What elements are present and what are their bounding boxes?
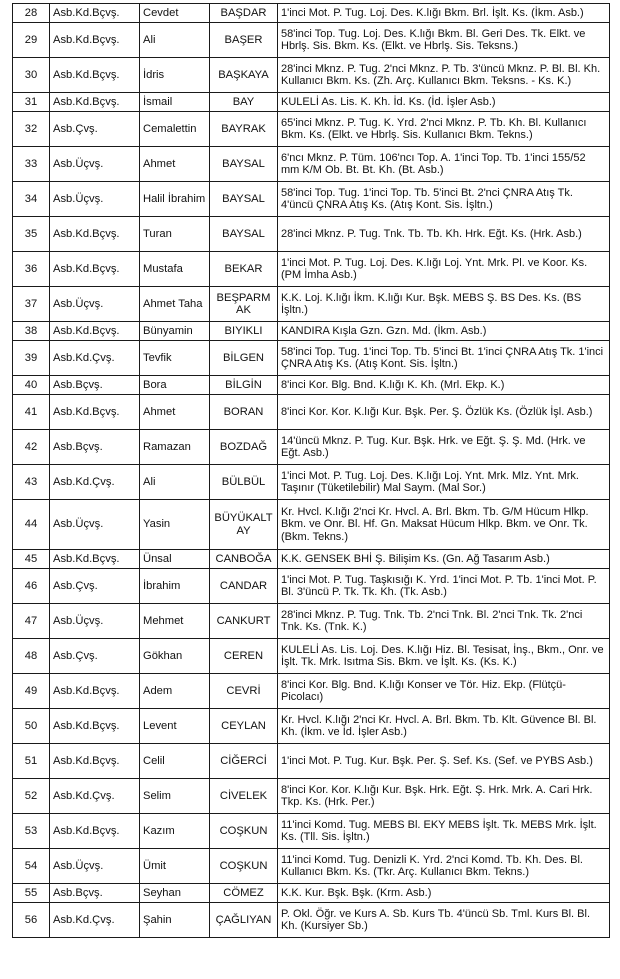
row-number: 35 bbox=[13, 217, 50, 252]
surname-cell: CEVRİ bbox=[210, 674, 278, 709]
row-number: 38 bbox=[13, 322, 50, 341]
surname-cell: CEYLAN bbox=[210, 709, 278, 744]
rank-cell: Asb.Kd.Bçvş. bbox=[50, 709, 140, 744]
row-number: 42 bbox=[13, 430, 50, 465]
table-row bbox=[13, 639, 610, 674]
surname-cell: BEKAR bbox=[210, 252, 278, 287]
row-number: 30 bbox=[13, 58, 50, 93]
first-name-cell: İbrahim bbox=[140, 569, 210, 604]
table-row bbox=[13, 112, 610, 147]
row-number: 56 bbox=[13, 903, 50, 938]
rank-cell: Asb.Kd.Bçvş. bbox=[50, 744, 140, 779]
surname-cell: COŞKUN bbox=[210, 814, 278, 849]
surname-cell: BIYIKLI bbox=[210, 322, 278, 341]
table-row bbox=[13, 550, 610, 569]
rank-cell: Asb.Bçvş. bbox=[50, 376, 140, 395]
first-name-cell: Halil İbrahim bbox=[140, 182, 210, 217]
unit-cell: KULELİ As. Lis. K. Kh. İd. Ks. (İd. İşler Asb.) bbox=[278, 93, 610, 112]
unit-cell: 58'inci Top. Tug. 1'inci Top. Tb. 5'inci Bt. 1'inci ÇNRA Atış Tk. 1'inci ÇNRA Atış Ks. (Atış Kont. Sis. İşltn.) bbox=[278, 341, 610, 376]
unit-cell: 1'inci Mot. P. Tug. Taşkısığı K. Yrd. 1'inci Mot. P. Tb. 1'inci Mot. P. Bl. 3'üncü P. Tk. Tk. Kh. (Tk. Asb.) bbox=[278, 569, 610, 604]
first-name-cell: Ünsal bbox=[140, 550, 210, 569]
table-row bbox=[13, 674, 610, 709]
table-row bbox=[13, 569, 610, 604]
unit-cell: 8'inci Kor. Blg. Bnd. K.lığı Konser ve Tör. Hiz. Ekp. (Flütçü-Picolacı) bbox=[278, 674, 610, 709]
rank-cell: Asb.Kd.Çvş. bbox=[50, 465, 140, 500]
first-name-cell: Celil bbox=[140, 744, 210, 779]
row-number: 55 bbox=[13, 884, 50, 903]
rank-cell: Asb.Çvş. bbox=[50, 569, 140, 604]
table-row bbox=[13, 217, 610, 252]
surname-cell: CİĞERCİ bbox=[210, 744, 278, 779]
surname-cell: BAYSAL bbox=[210, 147, 278, 182]
unit-cell: Kr. Hvcl. K.lığı 2'nci Kr. Hvcl. A. Brl. Bkm. Tb. G/M Hücum Hlkp. Bkm. ve Onr. Bl. Hf. Gn. Maksat Hücum Hlkp. Bkm. ve Onr. Tk. (Bkm. Tekns.) bbox=[278, 500, 610, 550]
surname-cell: BAŞDAR bbox=[210, 4, 278, 23]
surname-cell: BAYRAK bbox=[210, 112, 278, 147]
table-row bbox=[13, 182, 610, 217]
row-number: 29 bbox=[13, 23, 50, 58]
surname-cell: BAYSAL bbox=[210, 217, 278, 252]
first-name-cell: Kazım bbox=[140, 814, 210, 849]
row-number: 39 bbox=[13, 341, 50, 376]
first-name-cell: Yasin bbox=[140, 500, 210, 550]
row-number: 52 bbox=[13, 779, 50, 814]
surname-cell: BÜYÜKALTAY bbox=[210, 500, 278, 550]
table-row bbox=[13, 430, 610, 465]
table-row bbox=[13, 252, 610, 287]
table-row bbox=[13, 849, 610, 884]
table-row bbox=[13, 376, 610, 395]
rank-cell: Asb.Üçvş. bbox=[50, 604, 140, 639]
row-number: 43 bbox=[13, 465, 50, 500]
unit-cell: 14'üncü Mknz. P. Tug. Kur. Bşk. Hrk. ve Eğt. Ş. Ş. Md. (Hrk. ve Eğt. Asb.) bbox=[278, 430, 610, 465]
rank-cell: Asb.Çvş. bbox=[50, 112, 140, 147]
rank-cell: Asb.Üçvş. bbox=[50, 849, 140, 884]
row-number: 34 bbox=[13, 182, 50, 217]
surname-cell: CÖMEZ bbox=[210, 884, 278, 903]
unit-cell: 65'inci Mknz. P. Tug. K. Yrd. 2'nci Mknz. P. Tb. Kh. Bl. Kullanıcı Bkm. Ks. (Elkt. ve Hbrlş. Sis. Kullanıcı Bkm. Tekns.) bbox=[278, 112, 610, 147]
row-number: 54 bbox=[13, 849, 50, 884]
first-name-cell: Ali bbox=[140, 23, 210, 58]
table-body bbox=[13, 4, 610, 938]
first-name-cell: Ahmet bbox=[140, 395, 210, 430]
row-number: 36 bbox=[13, 252, 50, 287]
table-row bbox=[13, 93, 610, 112]
row-number: 31 bbox=[13, 93, 50, 112]
table-row bbox=[13, 341, 610, 376]
row-number: 53 bbox=[13, 814, 50, 849]
surname-cell: ÇAĞLIYAN bbox=[210, 903, 278, 938]
first-name-cell: Şahin bbox=[140, 903, 210, 938]
rank-cell: Asb.Çvş. bbox=[50, 639, 140, 674]
unit-cell: 8'inci Kor. Kor. K.lığı Kur. Bşk. Per. Ş. Özlük Ks. (Özlük İşl. Asb.) bbox=[278, 395, 610, 430]
first-name-cell: Selim bbox=[140, 779, 210, 814]
rank-cell: Asb.Kd.Bçvş. bbox=[50, 58, 140, 93]
first-name-cell: İsmail bbox=[140, 93, 210, 112]
table-row bbox=[13, 465, 610, 500]
table-row bbox=[13, 903, 610, 938]
rank-cell: Asb.Kd.Bçvş. bbox=[50, 93, 140, 112]
unit-cell: 8'inci Kor. Blg. Bnd. K.lığı K. Kh. (Mrl. Ekp. K.) bbox=[278, 376, 610, 395]
first-name-cell: Ümit bbox=[140, 849, 210, 884]
first-name-cell: Gökhan bbox=[140, 639, 210, 674]
row-number: 45 bbox=[13, 550, 50, 569]
row-number: 40 bbox=[13, 376, 50, 395]
unit-cell: 1'inci Mot. P. Tug. Loj. Des. K.lığı Loj. Ynt. Mrk. Mlz. Ynt. Mrk. Taşınır (Tüketilebilir) Mal Saym. (Mal Sor.) bbox=[278, 465, 610, 500]
surname-cell: BİLGİN bbox=[210, 376, 278, 395]
table-row bbox=[13, 395, 610, 430]
unit-cell: 1'inci Mot. P. Tug. Loj. Des. K.lığı Bkm. Brl. İşlt. Ks. (İkm. Asb.) bbox=[278, 4, 610, 23]
rank-cell: Asb.Bçvş. bbox=[50, 430, 140, 465]
surname-cell: BEŞPARMAK bbox=[210, 287, 278, 322]
row-number: 33 bbox=[13, 147, 50, 182]
row-number: 48 bbox=[13, 639, 50, 674]
table-row bbox=[13, 744, 610, 779]
unit-cell: P. Okl. Öğr. ve Kurs A. Sb. Kurs Tb. 4'üncü Sb. Tml. Kurs Bl. Bl. Kh. (Kursiyer Sb.) bbox=[278, 903, 610, 938]
first-name-cell: Seyhan bbox=[140, 884, 210, 903]
unit-cell: 1'inci Mot. P. Tug. Loj. Des. K.lığı Loj. Ynt. Mrk. Pl. ve Koor. Ks. (PM İmha Asb.) bbox=[278, 252, 610, 287]
row-number: 32 bbox=[13, 112, 50, 147]
unit-cell: K.K. Kur. Bşk. Bşk. (Krm. Asb.) bbox=[278, 884, 610, 903]
table-row bbox=[13, 779, 610, 814]
table-row bbox=[13, 287, 610, 322]
rank-cell: Asb.Kd.Bçvş. bbox=[50, 674, 140, 709]
row-number: 37 bbox=[13, 287, 50, 322]
first-name-cell: Bünyamin bbox=[140, 322, 210, 341]
surname-cell: BOZDAĞ bbox=[210, 430, 278, 465]
rank-cell: Asb.Üçvş. bbox=[50, 182, 140, 217]
surname-cell: CEREN bbox=[210, 639, 278, 674]
unit-cell: K.K. GENSEK BHİ Ş. Bilişim Ks. (Gn. Ağ Tasarım Asb.) bbox=[278, 550, 610, 569]
row-number: 51 bbox=[13, 744, 50, 779]
surname-cell: BAŞKAYA bbox=[210, 58, 278, 93]
first-name-cell: Bora bbox=[140, 376, 210, 395]
surname-cell: CANDAR bbox=[210, 569, 278, 604]
surname-cell: CANBOĞA bbox=[210, 550, 278, 569]
table-row bbox=[13, 884, 610, 903]
rank-cell: Asb.Kd.Bçvş. bbox=[50, 4, 140, 23]
unit-cell: 28'inci Mknz. P. Tug. Tnk. Tb. Tb. Kh. Hrk. Eğt. Ks. (Hrk. Asb.) bbox=[278, 217, 610, 252]
row-number: 41 bbox=[13, 395, 50, 430]
rank-cell: Asb.Kd.Bçvş. bbox=[50, 395, 140, 430]
unit-cell: KULELİ As. Lis. Loj. Des. K.lığı Hiz. Bl. Tesisat, İnş., Bkm., Onr. ve İşlt. Tk. Mrk. Isıtma Sis. Bkm. ve İşlt. Ks. (Ks. K.) bbox=[278, 639, 610, 674]
rank-cell: Asb.Kd.Bçvş. bbox=[50, 814, 140, 849]
row-number: 47 bbox=[13, 604, 50, 639]
unit-cell: 58'inci Top. Tug. Loj. Des. K.lığı Bkm. Bl. Geri Des. Tk. Elkt. ve Hbrlş. Sis. Bkm. Ks. (Elkt. ve Hbrlş. Sis. Teksns.) bbox=[278, 23, 610, 58]
first-name-cell: Ahmet Taha bbox=[140, 287, 210, 322]
rank-cell: Asb.Kd.Bçvş. bbox=[50, 23, 140, 58]
rank-cell: Asb.Kd.Çvş. bbox=[50, 779, 140, 814]
surname-cell: BORAN bbox=[210, 395, 278, 430]
unit-cell: 28'inci Mknz. P. Tug. Tnk. Tb. 2'nci Tnk. Bl. 2'nci Tnk. Tk. 2'nci Tnk. Ks. (Tnk. K.) bbox=[278, 604, 610, 639]
row-number: 44 bbox=[13, 500, 50, 550]
rank-cell: Asb.Bçvş. bbox=[50, 884, 140, 903]
first-name-cell: Cevdet bbox=[140, 4, 210, 23]
table-row bbox=[13, 23, 610, 58]
table-row bbox=[13, 604, 610, 639]
surname-cell: CİVELEK bbox=[210, 779, 278, 814]
first-name-cell: Tevfik bbox=[140, 341, 210, 376]
first-name-cell: Levent bbox=[140, 709, 210, 744]
unit-cell: 28'inci Mknz. P. Tug. 2'nci Mknz. P. Tb. 3'üncü Mknz. P. Bl. Bl. Kh. Kullanıcı Bkm. Ks. (Zh. Arç. Kullanıcı Bkm. Teksns. - Ks. K.) bbox=[278, 58, 610, 93]
first-name-cell: Cemalettin bbox=[140, 112, 210, 147]
rank-cell: Asb.Kd.Çvş. bbox=[50, 903, 140, 938]
surname-cell: BAŞER bbox=[210, 23, 278, 58]
rank-cell: Asb.Kd.Bçvş. bbox=[50, 252, 140, 287]
row-number: 50 bbox=[13, 709, 50, 744]
unit-cell: 11'inci Komd. Tug. MEBS Bl. EKY MEBS İşlt. Tk. MEBS Mrk. İşlt. Ks. (Tll. Sis. İşltn.) bbox=[278, 814, 610, 849]
first-name-cell: Ramazan bbox=[140, 430, 210, 465]
unit-cell: 6'ncı Mknz. P. Tüm. 106'ncı Top. A. 1'inci Top. Tb. 1'inci 155/52 mm K/M Ob. Bt. Bt. Kh. (Bt. Asb.) bbox=[278, 147, 610, 182]
first-name-cell: Turan bbox=[140, 217, 210, 252]
surname-cell: BİLGEN bbox=[210, 341, 278, 376]
rank-cell: Asb.Üçvş. bbox=[50, 500, 140, 550]
table-row bbox=[13, 500, 610, 550]
first-name-cell: İdris bbox=[140, 58, 210, 93]
rank-cell: Asb.Kd.Bçvş. bbox=[50, 322, 140, 341]
table-row bbox=[13, 58, 610, 93]
rank-cell: Asb.Kd.Çvş. bbox=[50, 341, 140, 376]
unit-cell: 58'inci Top. Tug. 1'inci Top. Tb. 5'inci Bt. 2'nci ÇNRA Atış Tk. 4'üncü ÇNRA Atış Ks. (Atış Kont. Sis. İşltn.) bbox=[278, 182, 610, 217]
unit-cell: 1'inci Mot. P. Tug. Kur. Bşk. Per. Ş. Sef. Ks. (Sef. ve PYBS Asb.) bbox=[278, 744, 610, 779]
rank-cell: Asb.Üçvş. bbox=[50, 147, 140, 182]
surname-cell: BÜLBÜL bbox=[210, 465, 278, 500]
table-row bbox=[13, 322, 610, 341]
surname-cell: COŞKUN bbox=[210, 849, 278, 884]
unit-cell: K.K. Loj. K.lığı İkm. K.lığı Kur. Bşk. MEBS Ş. BS Des. Ks. (BS İşltn.) bbox=[278, 287, 610, 322]
surname-cell: CANKURT bbox=[210, 604, 278, 639]
table-row bbox=[13, 709, 610, 744]
personnel-table bbox=[12, 3, 610, 938]
unit-cell: KANDIRA Kışla Gzn. Gzn. Md. (İkm. Asb.) bbox=[278, 322, 610, 341]
table-row bbox=[13, 147, 610, 182]
row-number: 28 bbox=[13, 4, 50, 23]
table-row bbox=[13, 4, 610, 23]
surname-cell: BAYSAL bbox=[210, 182, 278, 217]
first-name-cell: Mehmet bbox=[140, 604, 210, 639]
surname-cell: BAY bbox=[210, 93, 278, 112]
first-name-cell: Ahmet bbox=[140, 147, 210, 182]
unit-cell: 11'inci Komd. Tug. Denizli K. Yrd. 2'nci Komd. Tb. Kh. Des. Bl. Kullanıcı Bkm. Ks. (Tkr. Arç. Kullanıcı Bkm. Tekns.) bbox=[278, 849, 610, 884]
row-number: 46 bbox=[13, 569, 50, 604]
unit-cell: Kr. Hvcl. K.lığı 2'nci Kr. Hvcl. A. Brl. Bkm. Tb. Klt. Güvence Bl. Bl. Kh. (İkm. ve İd. İşler Asb.) bbox=[278, 709, 610, 744]
rank-cell: Asb.Kd.Bçvş. bbox=[50, 550, 140, 569]
rank-cell: Asb.Kd.Bçvş. bbox=[50, 217, 140, 252]
first-name-cell: Adem bbox=[140, 674, 210, 709]
table-row bbox=[13, 814, 610, 849]
first-name-cell: Ali bbox=[140, 465, 210, 500]
rank-cell: Asb.Üçvş. bbox=[50, 287, 140, 322]
row-number: 49 bbox=[13, 674, 50, 709]
first-name-cell: Mustafa bbox=[140, 252, 210, 287]
unit-cell: 8'inci Kor. Kor. K.lığı Kur. Bşk. Hrk. Eğt. Ş. Hrk. Mrk. A. Cari Hrk. Tkp. Ks. (Hrk. Per.) bbox=[278, 779, 610, 814]
